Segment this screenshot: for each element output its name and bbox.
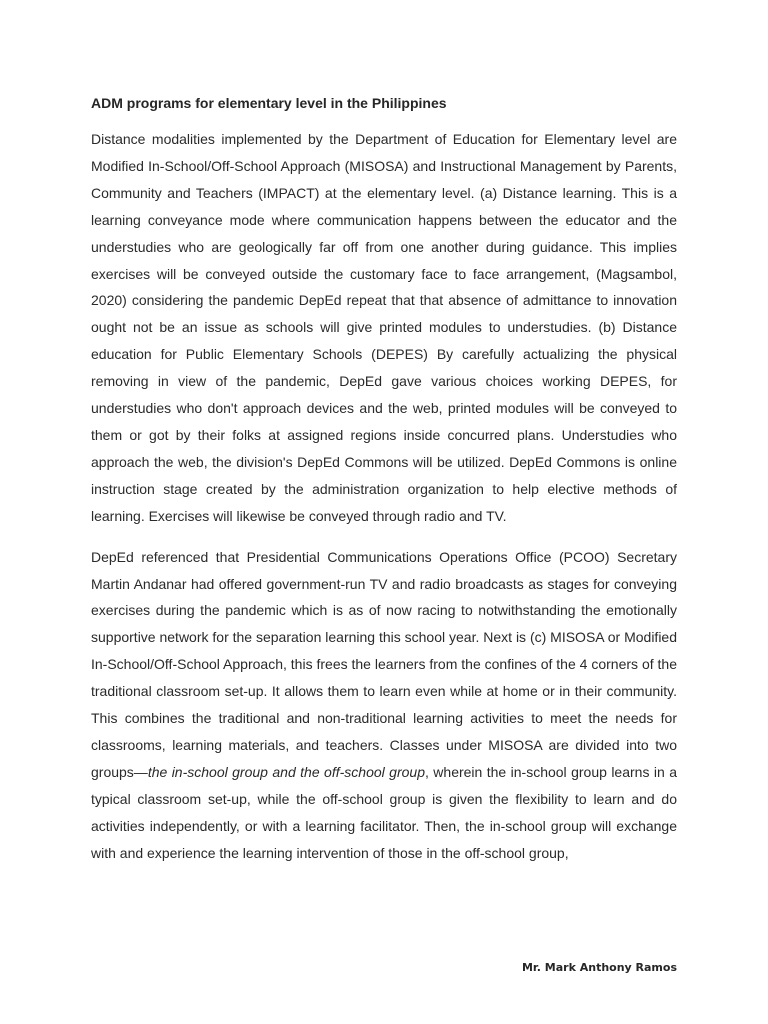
paragraph-deped-misosa: [91, 544, 677, 867]
paragraph-text-start: DepEd referenced that Presidential Communications Operations Office (PCOO) Secretary Martin Andanar had offered government-run TV and radio broadcasts as stages for conveying exercises during the pandemic which is as of now racing to notwithstanding the emotionally supportive network for the separation learning this school year. Next is (c) MISOSA or Modified In-School/Off-School Approach, this frees the learners from the confines of the 4 corners of the traditional classroom set-up. It allows them to learn even while at home or in their community. This combines the traditional and non-traditional learning activities to meet the needs for classrooms, learning materials, and teachers. Classes under MISOSA are divided into two groups—: [91, 548, 677, 780]
paragraph-distance-modalities: Distance modalities implemented by the Department of Education for Elementary level are Modified In-School/Off-School Approach (MISOSA) and Instructional Management by Parents, Community and Teachers (IMPACT) at the elementary level. (a) Distance learning. This is a learning conveyance mode where communication happens between the educator and the understudies who are geologically far off from one another during guidance. This implies exercises will be conveyed outside the customary face to face arrangement, (Magsambol, 2020) considering the pandemic DepEd repeat that that absence of admittance to innovation ought not be an issue as schools will give printed modules to understudies. (b) Distance education for Public Elementary Schools (DEPES) By carefully actualizing the physical removing in view of the pandemic, DepEd gave various choices working DEPES, for understudies who don't approach devices and the web, printed modules will be conveyed to them or got by their folks at assigned regions inside concurred plans. Understudies who approach the web, the division's DepEd Commons will be utilized. DepEd Commons is online instruction stage created by the administration organization to help elective methods of learning. Exercises will likewise be conveyed through radio and TV.: [91, 131, 677, 524]
paragraph-italic-groups: the in-school group and the off-school group: [147, 763, 425, 780]
document-body: [91, 90, 677, 880]
paragraph-text-end: , wherein the in-school group learns in a typical classroom set-up, while the off-school group is given the flexibility to learn and do activities independently, or with a learning facilitator. Then, the in-school group will exchange with and experience the learning intervention of those in the off-school group,: [91, 763, 677, 861]
document-heading: ADM programs for elementary level in the Philippines: [91, 95, 447, 111]
author-signature: Mr. Mark Anthony Ramos: [521, 961, 677, 974]
